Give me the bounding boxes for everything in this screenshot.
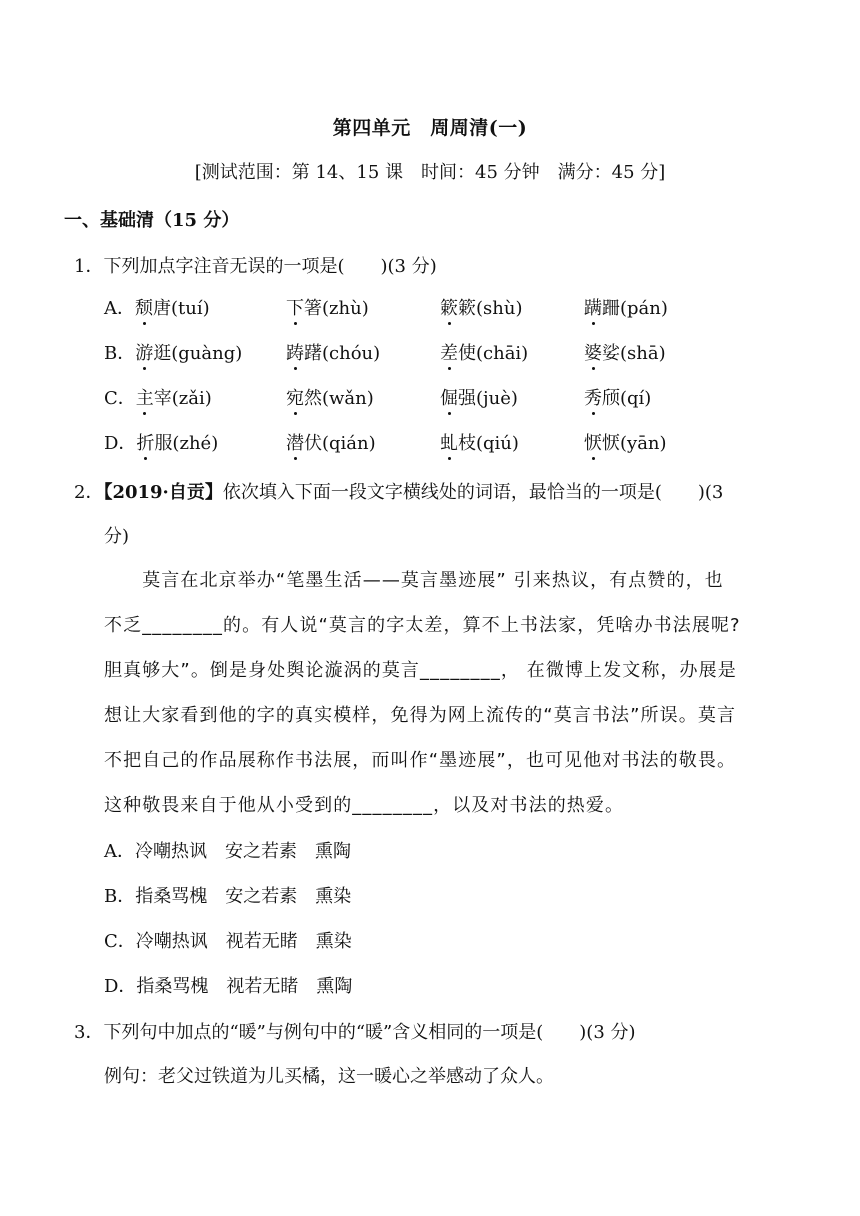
dotted-character: 颓 <box>135 294 153 320</box>
option-item <box>440 429 519 455</box>
option-label: B． <box>104 343 136 364</box>
word-pinyin: 伏(qián) <box>304 433 376 454</box>
dotted-character: 折 <box>136 429 154 455</box>
dotted-character: 簌 <box>440 294 458 320</box>
dotted-character: 虬 <box>440 429 458 455</box>
option-item <box>440 294 522 320</box>
dotted-character: 宛 <box>286 384 304 410</box>
option-item <box>104 429 218 455</box>
word-pinyin: 唐(tuí) <box>153 298 210 319</box>
dotted-character: 主 <box>136 384 154 410</box>
word-pinyin: 跚(pán) <box>602 298 668 319</box>
option-item <box>584 429 667 455</box>
word-pinyin: 然(wǎn) <box>304 388 374 409</box>
dotted-character: 踌 <box>286 339 304 365</box>
option-item <box>104 384 212 410</box>
option-item <box>440 339 528 365</box>
option-item <box>104 339 242 365</box>
word-pinyin: 箸(zhù) <box>304 298 369 319</box>
passage-line: 莫言在北京举办“笔墨生活——莫言墨迹展” 引来热议，有点赞的，也 <box>104 570 724 591</box>
word-pinyin: 娑(shā) <box>602 343 666 364</box>
option-item <box>584 384 651 410</box>
question-2-text: 依次填入下面一段文字横线处的词语，最恰当的一项是( )(3 <box>222 482 724 503</box>
option-label: D． <box>104 433 137 454</box>
question-2-stem <box>74 478 723 504</box>
passage-line: 不乏________的。有人说“莫言的字太差，算不上书法家，凭啥办书法展呢? <box>104 615 741 636</box>
question-1-stem: 1．下列加点字注音无误的一项是( )(3 分) <box>74 256 437 277</box>
question-2-option-b: B．指桑骂槐 安之若素 熏染 <box>104 886 352 907</box>
word-pinyin: 服(zhé) <box>154 433 219 454</box>
word-pinyin: 枝(qiú) <box>458 433 519 454</box>
word-pinyin: 逛(guàng) <box>153 343 243 364</box>
word-pinyin: 宰(zǎi) <box>153 388 212 409</box>
question-2-option-c: C．冷嘲热讽 视若无睹 熏染 <box>104 931 352 952</box>
option-item <box>286 429 376 455</box>
word-pinyin: 强(juè) <box>458 388 518 409</box>
dotted-character: 下 <box>286 294 304 320</box>
question-3-example: 例句：老父过铁道为儿买橘，这一暖心之举感动了众人。 <box>104 1066 554 1087</box>
dotted-character: 秀 <box>584 384 602 410</box>
dotted-character: 差 <box>440 339 458 365</box>
word-pinyin: 躇(chóu) <box>304 343 381 364</box>
question-3-stem: 3．下列句中加点的“暖”与例句中的“暖”含义相同的一项是( )(3 分) <box>74 1022 636 1043</box>
word-pinyin: 恹(yān) <box>602 433 667 454</box>
passage-line: 胆真够大”。倒是身处舆论漩涡的莫言________， 在微博上发文称，办展是 <box>104 660 737 681</box>
word-pinyin: 簌(shù) <box>458 298 523 319</box>
option-item <box>584 339 666 365</box>
option-label: C． <box>104 388 136 409</box>
option-item <box>286 294 369 320</box>
dotted-character: 游 <box>135 339 153 365</box>
passage-line: 不把自己的作品展称作书法展，而叫作“墨迹展”，也可见他对书法的敬畏。 <box>104 750 737 771</box>
source-tag: 【2019·自贡】 <box>103 482 223 503</box>
option-item <box>286 384 374 410</box>
option-item <box>584 294 668 320</box>
test-scope: [测试范围：第 14、15 课 时间：45 分钟 满分：45 分] <box>194 162 666 183</box>
dotted-character: 潜 <box>286 429 304 455</box>
passage-line: 想让大家看到他的字的真实模样，免得为网上流传的“莫言书法”所误。莫言 <box>104 705 737 726</box>
dotted-character: 倔 <box>440 384 458 410</box>
dotted-character: 恹 <box>584 429 602 455</box>
passage-line: 这种敬畏来自于他从小受到的________，以及对书法的热爱。 <box>104 795 625 816</box>
option-label: A． <box>104 298 135 319</box>
question-number: 2． <box>74 482 104 503</box>
page-title: 第四单元 周周清(一) <box>332 117 528 139</box>
question-2-option-d: D．指桑骂槐 视若无睹 熏陶 <box>104 976 353 997</box>
option-item <box>104 294 210 320</box>
question-2-option-a: A．冷嘲热讽 安之若素 熏陶 <box>104 841 351 862</box>
section-heading: 一、基础清（15 分） <box>64 210 240 231</box>
word-pinyin: 颀(qí) <box>602 388 652 409</box>
question-2-stem-cont: 分) <box>104 526 130 547</box>
option-item <box>286 339 380 365</box>
word-pinyin: 使(chāi) <box>458 343 529 364</box>
dotted-character: 蹒 <box>584 294 602 320</box>
option-item <box>440 384 518 410</box>
dotted-character: 婆 <box>584 339 602 365</box>
